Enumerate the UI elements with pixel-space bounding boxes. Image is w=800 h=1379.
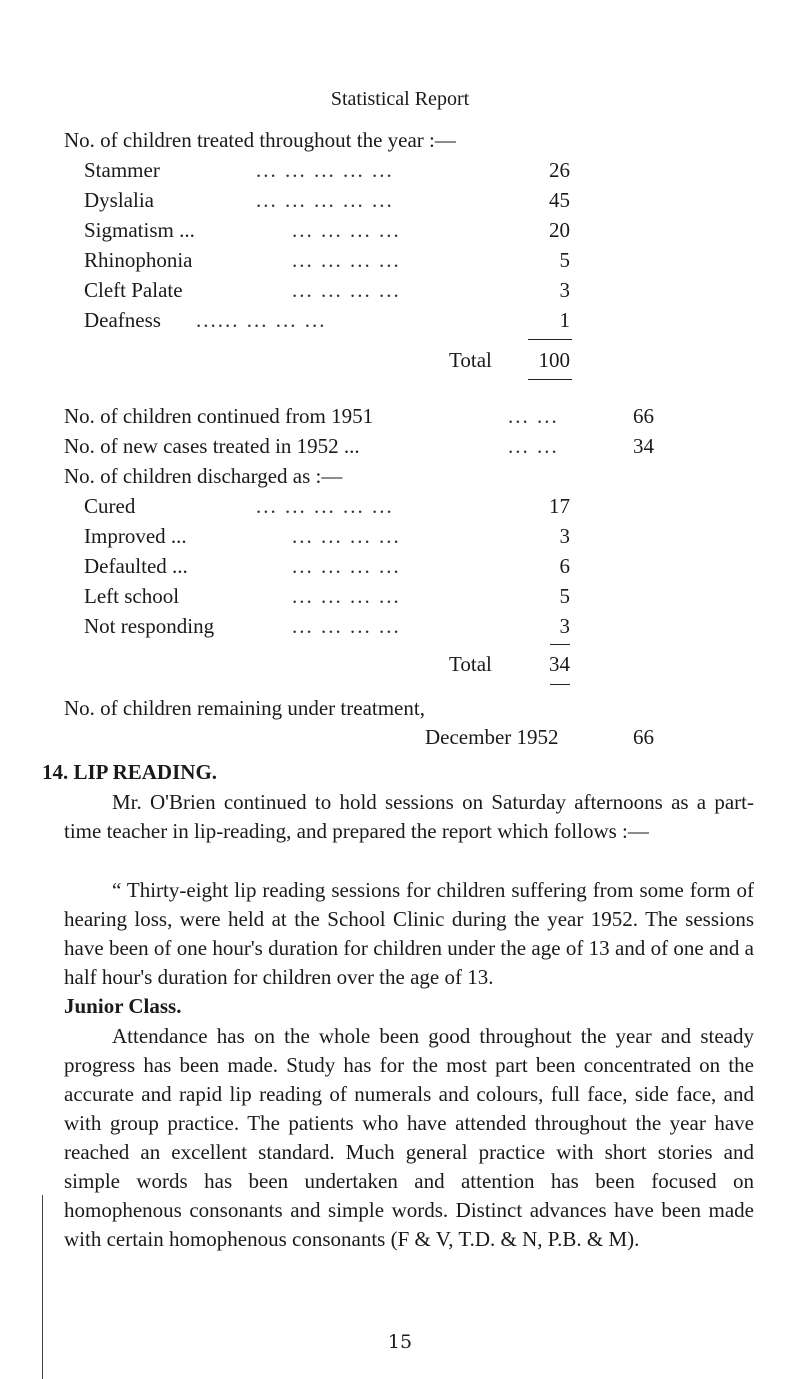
leader-dots: ... ... ... ...	[292, 218, 401, 242]
leader-dots: ...... ... ... ...	[196, 308, 327, 332]
treated-row-label: Stammer	[84, 158, 160, 182]
leader-dots: ... ...	[508, 434, 559, 458]
discharged-row-label: Not responding	[84, 614, 215, 638]
junior-class-paragraph: Attendance has on the whole been good throughout the year and steady progress has been made. Study has for the most part been concentrated on the accurate and rapid lip reading of numerals and colours, full face, side face, and with group practice. The patients who have attended throughout the year have reached an excellent standard. Much general practice with short stories and simple words has been undertaken and attention has been focused on homophenous consonants and simple words. Distinct advances have been made with certain homophenous consonants (F & V, T.D. & N, P.B. & M).	[64, 1024, 754, 1251]
running-header: Statistical Report	[330, 88, 470, 110]
sum-rule	[528, 339, 572, 340]
total-label: Total	[449, 652, 492, 676]
continued-label: No. of children continued from 1951	[64, 404, 374, 428]
discharged-row-label: Improved ...	[84, 524, 187, 548]
new-cases-label: No. of new cases treated in 1952 ...	[64, 434, 360, 458]
leader-dots: ... ...	[508, 404, 559, 428]
discharged-row-label: Cured	[84, 494, 136, 518]
section-heading: 14. LIP READING.	[42, 760, 218, 784]
treated-row-value: 5	[559, 248, 570, 272]
leader-dots: ... ... ... ... ...	[256, 494, 394, 518]
treated-row-value: 45	[549, 188, 570, 212]
leader-dots: ... ... ... ...	[292, 554, 401, 578]
treated-row-label: Cleft Palate	[84, 278, 183, 302]
sum-rule	[550, 684, 570, 685]
treated-row-value: 20	[549, 218, 570, 242]
new-cases-value: 34	[633, 434, 654, 458]
continued-value: 66	[633, 404, 654, 428]
leader-dots: ... ... ... ...	[292, 278, 401, 302]
total-value: 34	[549, 652, 570, 676]
leader-dots: ... ... ... ...	[292, 584, 401, 608]
total-value: 100	[538, 348, 570, 372]
report-paragraph: “ Thirty-eight lip reading sessions for children suffering from some form of hearing loss, were held at the School Clinic during the year 1952. The sessions have been of one hour's duration for children under the age of 13 and of one and a half hour's duration for children over the age of 13.	[64, 878, 754, 989]
leader-dots: ... ... ... ... ...	[256, 188, 394, 212]
sum-rule	[550, 644, 570, 645]
leader-dots: ... ... ... ... ...	[256, 158, 394, 182]
discharged-row-value: 5	[559, 584, 570, 608]
discharged-row-value: 3	[559, 614, 570, 638]
treated-row-label: Deafness	[84, 308, 161, 332]
discharged-row-value: 3	[559, 524, 570, 548]
remaining-label-line2: December 1952	[425, 725, 559, 749]
leader-dots: ... ... ... ...	[292, 248, 401, 272]
total-label: Total	[449, 348, 492, 372]
discharged-row-label: Defaulted ...	[84, 554, 188, 578]
subheading: Junior Class.	[64, 994, 182, 1018]
discharged-row-label: Left school	[84, 584, 180, 608]
treated-row-value: 26	[549, 158, 570, 182]
treated-row-label: Dyslalia	[84, 188, 154, 212]
remaining-label-line1: No. of children remaining under treatment,	[64, 696, 425, 720]
treated-row-label: Rhinophonia	[84, 248, 193, 272]
treated-row-label: Sigmatism ...	[84, 218, 195, 242]
treated-row-value: 3	[559, 278, 570, 302]
leader-dots: ... ... ... ...	[292, 614, 401, 638]
intro-paragraph: Mr. O'Brien continued to hold sessions on Saturday afternoons as a part-time teacher in lip-reading, and prepared the report which follows :—	[64, 790, 754, 843]
remaining-value: 66	[633, 725, 654, 749]
discharged-row-value: 17	[549, 494, 570, 518]
treated-row-value: 1	[559, 308, 570, 332]
discharged-row-value: 6	[559, 554, 570, 578]
leader-dots: ... ... ... ...	[292, 524, 401, 548]
treated-intro: No. of children treated throughout the year :—	[64, 128, 456, 152]
page-number: 15	[387, 1331, 413, 1353]
discharged-intro: No. of children discharged as :—	[64, 464, 343, 488]
sum-rule	[528, 379, 572, 380]
